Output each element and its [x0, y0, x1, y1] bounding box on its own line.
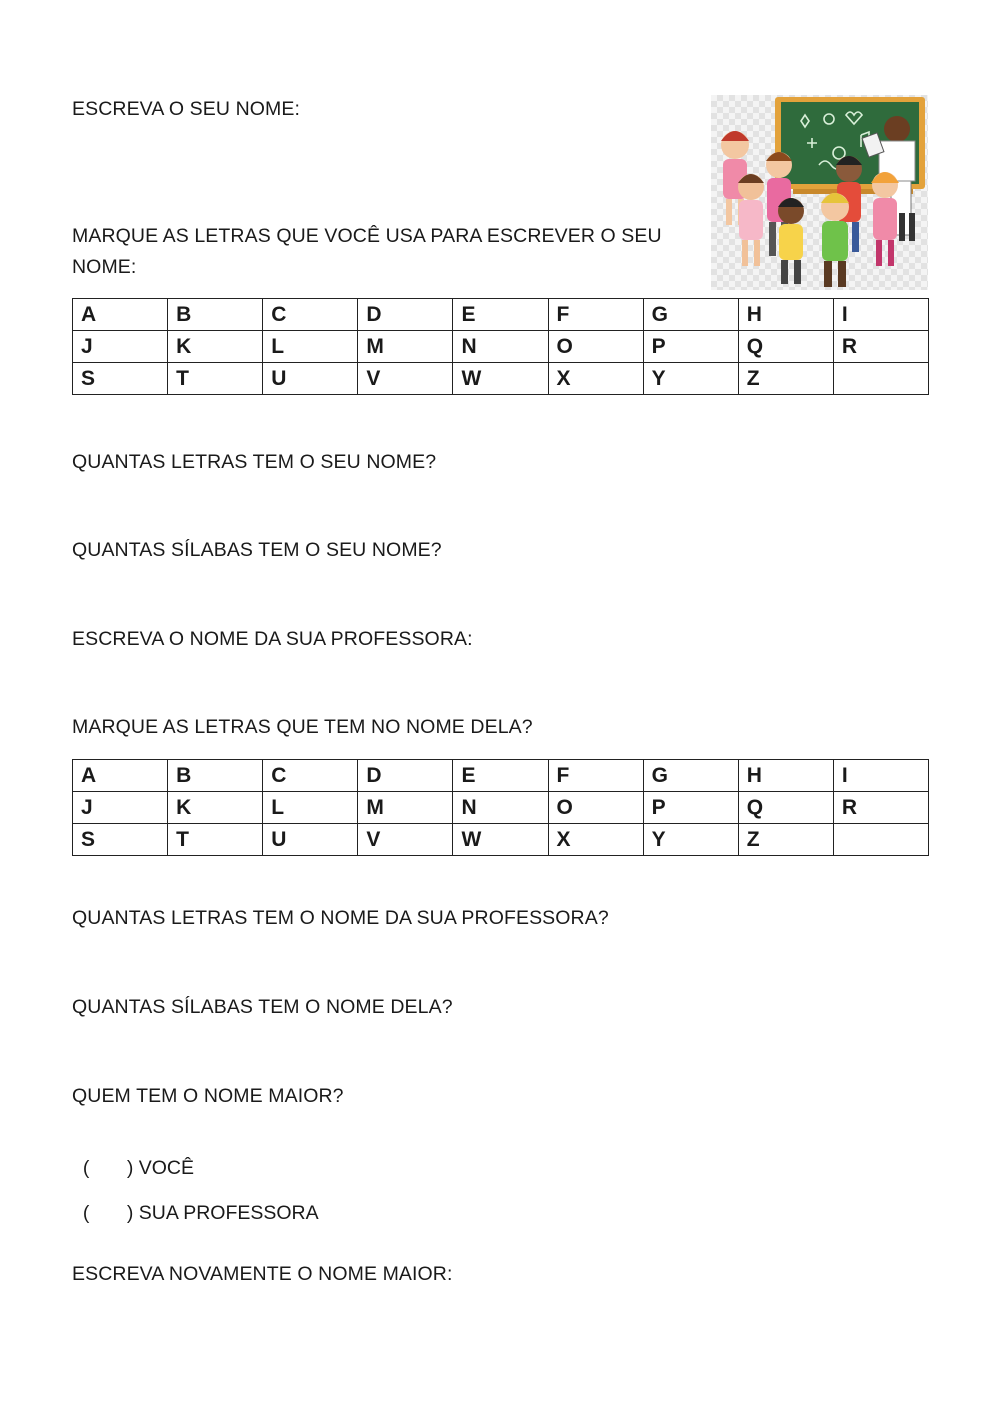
- letter-cell[interactable]: O: [548, 792, 643, 824]
- letter-cell[interactable]: D: [358, 299, 453, 331]
- letter-cell[interactable]: E: [453, 760, 548, 792]
- letter-cell[interactable]: C: [263, 299, 358, 331]
- alphabet-grid-teacher: [72, 759, 929, 856]
- letter-cell[interactable]: B: [168, 299, 263, 331]
- letter-cell[interactable]: H: [738, 760, 833, 792]
- letter-cell[interactable]: V: [358, 363, 453, 395]
- letter-cell[interactable]: P: [643, 331, 738, 363]
- letter-cell[interactable]: U: [263, 824, 358, 856]
- table-row: [73, 299, 929, 331]
- letter-cell[interactable]: K: [168, 792, 263, 824]
- letter-cell[interactable]: C: [263, 760, 358, 792]
- letter-cell[interactable]: B: [168, 760, 263, 792]
- letter-cell[interactable]: M: [358, 331, 453, 363]
- letter-cell[interactable]: D: [358, 760, 453, 792]
- question-syllables-teacher: QUANTAS SÍLABAS TEM O NOME DELA?: [72, 996, 453, 1018]
- letter-cell[interactable]: N: [453, 331, 548, 363]
- letter-cell[interactable]: Z: [738, 824, 833, 856]
- letter-cell[interactable]: L: [263, 331, 358, 363]
- letter-cell[interactable]: Y: [643, 363, 738, 395]
- question-bigger-name: QUEM TEM O NOME MAIOR?: [72, 1085, 344, 1107]
- letter-cell[interactable]: G: [643, 299, 738, 331]
- option-sua-professora[interactable]: [72, 1171, 319, 1227]
- letter-cell[interactable]: G: [643, 760, 738, 792]
- letter-cell[interactable]: W: [453, 824, 548, 856]
- letter-cell[interactable]: T: [168, 363, 263, 395]
- letter-cell[interactable]: V: [358, 824, 453, 856]
- letter-cell-empty[interactable]: [833, 363, 928, 395]
- option-label: ) SUA PROFESSORA: [126, 1202, 319, 1224]
- question-letters-own: QUANTAS LETRAS TEM O SEU NOME?: [72, 451, 437, 473]
- letter-cell[interactable]: I: [833, 760, 928, 792]
- letter-cell[interactable]: O: [548, 331, 643, 363]
- option-paren: (: [82, 1157, 90, 1179]
- classroom-illustration-icon: [711, 95, 928, 290]
- letter-cell[interactable]: R: [833, 792, 928, 824]
- question-write-bigger: ESCREVA NOVAMENTE O NOME MAIOR:: [72, 1263, 453, 1285]
- letter-cell[interactable]: T: [168, 824, 263, 856]
- table-row: [73, 363, 929, 395]
- question-syllables-own: QUANTAS SÍLABAS TEM O SEU NOME?: [72, 539, 442, 561]
- letter-cell[interactable]: Z: [738, 363, 833, 395]
- option-paren: (: [82, 1202, 90, 1224]
- letter-cell[interactable]: K: [168, 331, 263, 363]
- letter-cell[interactable]: N: [453, 792, 548, 824]
- letter-cell[interactable]: X: [548, 363, 643, 395]
- letter-cell[interactable]: M: [358, 792, 453, 824]
- question-mark-own-letters: MARQUE AS LETRAS QUE VOCÊ USA PARA ESCREVER O SEU NOME:: [72, 225, 662, 278]
- letter-cell[interactable]: J: [73, 792, 168, 824]
- letter-cell[interactable]: A: [73, 299, 168, 331]
- letter-cell[interactable]: X: [548, 824, 643, 856]
- letter-cell[interactable]: U: [263, 363, 358, 395]
- table-row: [73, 824, 929, 856]
- question-teacher-name: ESCREVA O NOME DA SUA PROFESSORA:: [72, 628, 473, 650]
- table-row: [73, 792, 929, 824]
- table-row: [73, 760, 929, 792]
- letter-cell[interactable]: S: [73, 824, 168, 856]
- letter-cell[interactable]: E: [453, 299, 548, 331]
- letter-cell[interactable]: L: [263, 792, 358, 824]
- letter-cell[interactable]: J: [73, 331, 168, 363]
- letter-cell[interactable]: I: [833, 299, 928, 331]
- letter-cell[interactable]: Q: [738, 331, 833, 363]
- letter-cell[interactable]: F: [548, 760, 643, 792]
- letter-cell[interactable]: A: [73, 760, 168, 792]
- question-write-name: ESCREVA O SEU NOME:: [72, 98, 301, 120]
- letter-cell-empty[interactable]: [833, 824, 928, 856]
- letter-cell[interactable]: P: [643, 792, 738, 824]
- question-letters-teacher: QUANTAS LETRAS TEM O NOME DA SUA PROFESSORA?: [72, 907, 609, 929]
- letter-cell[interactable]: Q: [738, 792, 833, 824]
- letter-cell[interactable]: W: [453, 363, 548, 395]
- letter-cell[interactable]: H: [738, 299, 833, 331]
- alphabet-grid-own: [72, 298, 929, 395]
- letter-cell[interactable]: R: [833, 331, 928, 363]
- option-label: ) VOCÊ: [126, 1157, 195, 1179]
- letter-cell[interactable]: F: [548, 299, 643, 331]
- question-mark-teacher-letters: MARQUE AS LETRAS QUE TEM NO NOME DELA?: [72, 716, 533, 738]
- table-row: [73, 331, 929, 363]
- letter-cell[interactable]: Y: [643, 824, 738, 856]
- letter-cell[interactable]: S: [73, 363, 168, 395]
